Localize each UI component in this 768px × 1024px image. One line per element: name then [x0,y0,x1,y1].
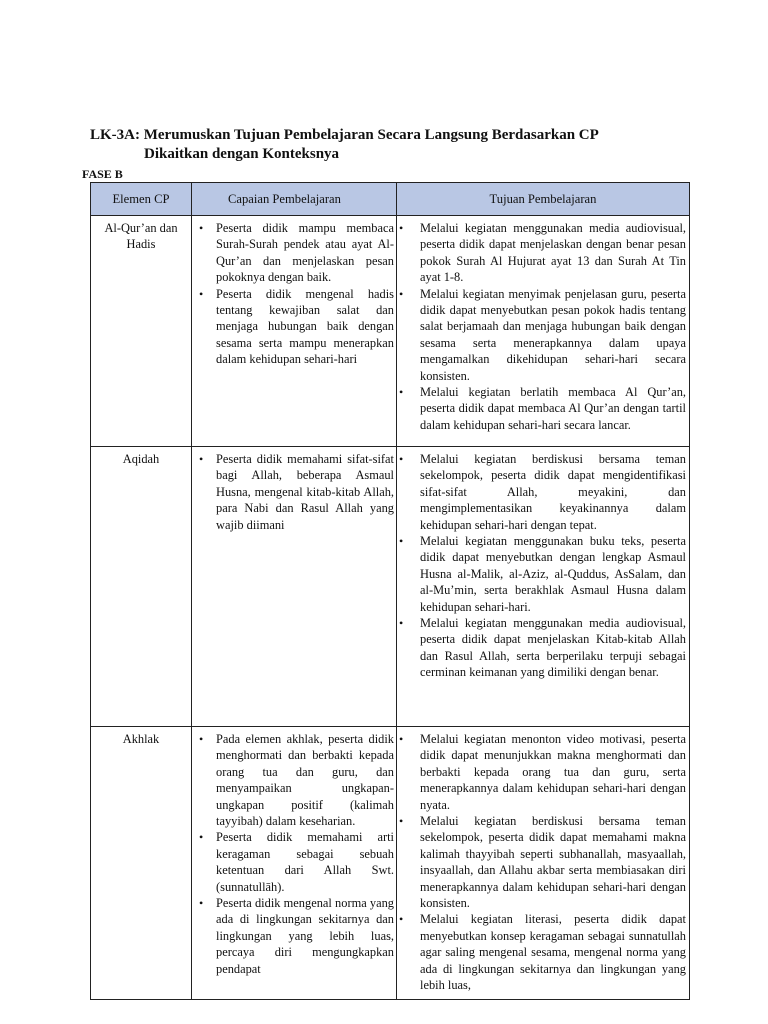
tp-item: • Melalui kegiatan menggunakan media audiovisual, peserta didik dapat menjelaskan dengan benar pesan pokok Surah Al Hujurat ayat 13 dan Surah At Tin ayat 1-8. [397,220,686,286]
tp-item: • Melalui kegiatan berdiskusi bersama teman sekelompok, peserta didik dapat mengidentifikasi sifat-sifat Allah, meyakini, dan mengimplementasikan keyakinannya dalam kehidupan sehari-hari dengan tepat. [397,451,686,533]
tp-item: • Melalui kegiatan berlatih membaca Al Qur’an, peserta didik dapat membaca Al Qur’an dengan tartil dalam kehidupan sehari-hari secara lancar. [397,384,686,433]
tp-item: • Melalui kegiatan berdiskusi bersama teman sekelompok, peserta didik dapat memahami makna kalimah thayyibah seperti subhanallah, masyaallah, insyaallah, dan Allahu akbar serta membiasakan diri menerapkannya dalam kehidupan sehari-hari dengan konsisten. [397,813,686,911]
cp-item: • Peserta didik memahami sifat-sifat bagi Allah, beberapa Asmaul Husna, mengenal kitab-kitab Allah, para Nabi dan Rasul Allah yang wajib diimani [192,451,394,533]
cp-cell [192,216,397,447]
element-cell: Aqidah [91,447,192,727]
table-row [91,447,690,727]
phase-label: FASE B [82,167,123,181]
title-line-2: Dikaitkan dengan Konteksnya [144,146,340,162]
tp-item: • Melalui kegiatan menonton video motivasi, peserta didik dapat menunjukkan makna menghormati dan berbakti kepada orang tua dan guru, serta menerapkannya dalam kehidupan sehari-hari dengan nyata. [397,731,686,813]
header-tujuan-pembelajaran: Tujuan Pembelajaran [397,183,690,216]
tp-cell [397,727,690,1000]
element-cell: Akhlak [91,727,192,1000]
tp-item: • Melalui kegiatan menggunakan buku teks, peserta didik dapat menyebutkan dengan lengkap Asmaul Husna al-Malik, al-Aziz, al-Quddus, AsSalam, dan al-Mu’min, serta berakhlak Asmaul Husna dalam kehidupan sehari-hari. [397,533,686,615]
cp-item: • Peserta didik mampu membaca Surah-Surah pendek atau ayat Al-Qur’an dan menjelaskan pesan pokoknya dengan baik. [192,220,394,286]
learning-objectives-table [90,182,690,1000]
title-line-1: LK-3A: Merumuskan Tujuan Pembelajaran Secara Langsung Berdasarkan CP [90,127,599,143]
header-capaian-pembelajaran: Capaian Pembelajaran [192,183,397,216]
cp-item: • Peserta didik mengenal norma yang ada di lingkungan sekitarnya dan lingkungan yang lebih luas, percaya diri mengungkapkan pendapat [192,895,394,977]
table-row [91,216,690,447]
cp-cell [192,727,397,1000]
cp-cell [192,447,397,727]
tp-cell [397,447,690,727]
tp-item: • Melalui kegiatan menggunakan media audiovisual, peserta didik dapat menjelaskan Kitab-kitab Allah dan Rasul Allah, serta berperilaku terpuji sebagai cerminan keimanan yang dimiliki dengan benar. [397,615,686,681]
cp-item: • Peserta didik mengenal hadis tentang kewajiban salat dan menjaga hubungan baik dengan sesama serta mampu menerapkan dalam kehidupan sehari-hari [192,286,394,368]
element-cell: Al-Qur’an dan Hadis [91,216,192,447]
tp-cell [397,216,690,447]
header-elemen-cp: Elemen CP [91,183,192,216]
tp-item: • Melalui kegiatan literasi, peserta didik dapat menyebutkan konsep keragaman sebagai sunnatullah agar saling mengenal sesama, mengenal norma yang ada di lingkungan sekitarnya dan lingkungan yang lebih luas, [397,911,686,993]
table-header-row [91,183,690,216]
page-title [90,126,730,164]
table-row [91,727,690,1000]
tp-item: • Melalui kegiatan menyimak penjelasan guru, peserta didik dapat menyebutkan pesan pokok hadis tentang salat berjamaah dan menjaga hubungan baik dengan sesama serta menerapkannya dalam upaya mengamalkan dikehidupan sehari-hari secara konsisten. [397,286,686,384]
cp-item: • Pada elemen akhlak, peserta didik menghormati dan berbakti kepada orang tua dan guru, dan menyampaikan ungkapan-ungkapan positif (kalimah tayyibah) dalam keseharian. [192,731,394,829]
cp-item: • Peserta didik memahami arti keragaman sebagai sebuah ketentuan dari Allah Swt. (sunnatullāh). [192,829,394,895]
